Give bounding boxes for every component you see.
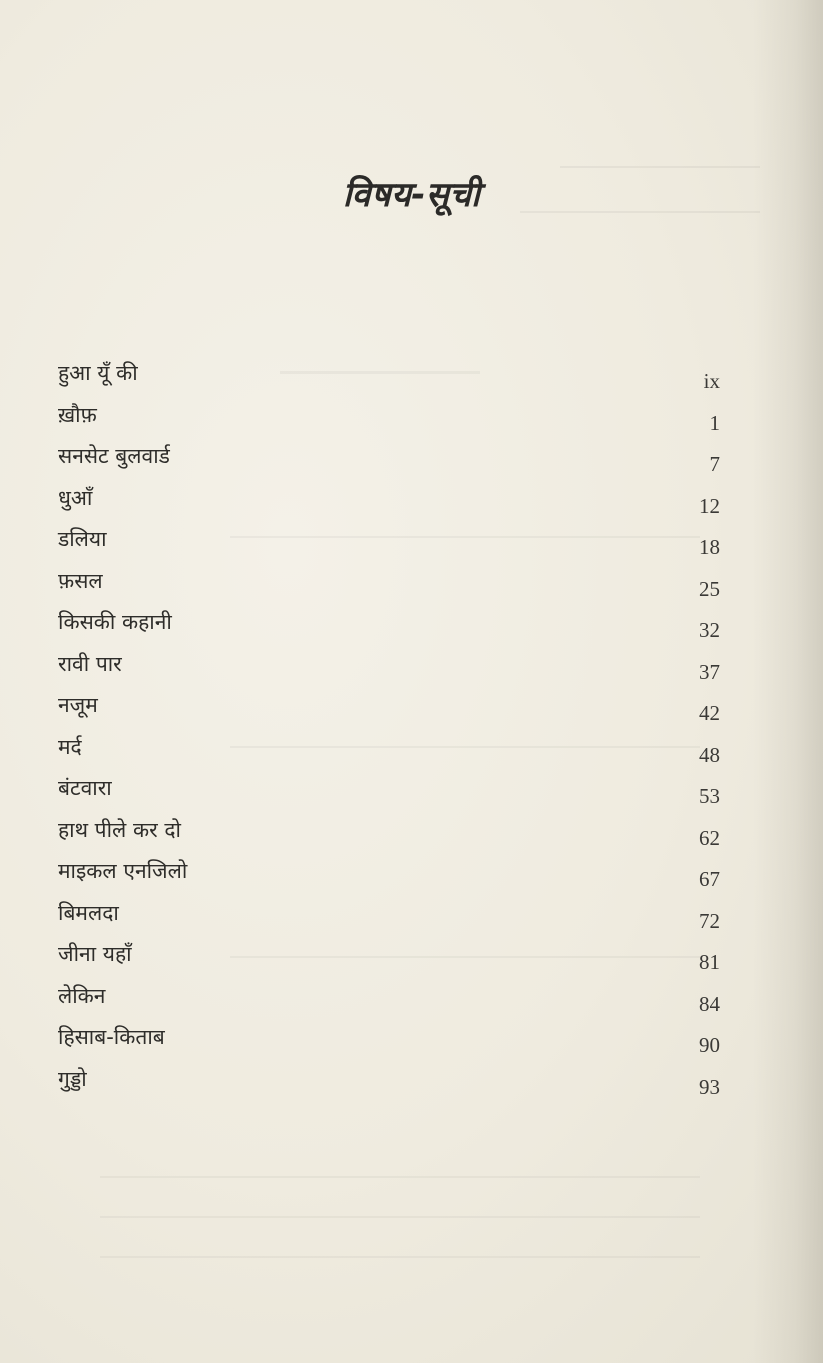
- toc-entry-title: माइकल एनजिलो: [58, 859, 188, 883]
- toc-entry-title: मर्द: [58, 734, 82, 759]
- toc-entry-page-number: 53: [699, 784, 720, 808]
- show-through-texture: [100, 1200, 700, 1218]
- toc-entry-title: गुड्डो: [58, 1066, 87, 1091]
- toc-entry: [58, 939, 720, 981]
- toc-entry: [58, 981, 720, 1023]
- toc-entry: [58, 483, 720, 525]
- toc-entry: [58, 607, 720, 649]
- toc-entry-title: हाथ पीले कर दो: [58, 817, 181, 842]
- toc-entry: [58, 441, 720, 483]
- toc-entry: [58, 524, 720, 566]
- toc-entry: [58, 566, 720, 608]
- toc-entry-page-number: 81: [699, 950, 720, 974]
- toc-entry-title: बिमलदा: [58, 900, 119, 925]
- show-through-texture: [100, 1160, 700, 1178]
- toc-entry-title: धुआँ: [58, 485, 93, 510]
- toc-entry-title: नजूम: [58, 693, 98, 717]
- toc-entry: [58, 856, 720, 898]
- toc-entry: [58, 898, 720, 940]
- toc-entry-title: लेकिन: [58, 983, 106, 1008]
- toc-entry-page-number: 90: [699, 1033, 720, 1057]
- page-title: विषय-सूची: [342, 175, 481, 215]
- toc-entry-page-number: 72: [699, 908, 720, 933]
- toc-entry-page-number: 32: [699, 618, 720, 642]
- toc-entry-page-number: 84: [699, 991, 720, 1016]
- toc-entry-page-number: 12: [699, 493, 720, 518]
- table-of-contents: [58, 358, 720, 1105]
- toc-entry-page-number: 1: [709, 410, 720, 435]
- toc-entry-page-number: 67: [699, 867, 720, 891]
- toc-entry-title: हुआ यूँ की: [58, 361, 138, 385]
- toc-entry-page-number: 25: [699, 576, 720, 601]
- toc-entry-page-number: 42: [699, 701, 720, 725]
- show-through-texture: [560, 150, 760, 168]
- toc-entry-page-number: 7: [709, 452, 720, 476]
- toc-entry-title: किसकी कहानी: [58, 610, 172, 634]
- toc-entry-page-number: 62: [699, 825, 720, 850]
- toc-entry-title: ख़ौफ़: [58, 402, 97, 427]
- show-through-texture: [100, 1240, 700, 1258]
- toc-entry-title: बंटवारा: [58, 776, 112, 800]
- toc-entry-title: हिसाब-किताब: [58, 1025, 165, 1049]
- toc-entry: [58, 1022, 720, 1064]
- toc-entry-page-number: 48: [699, 742, 720, 767]
- toc-entry: [58, 815, 720, 857]
- toc-entry-title: फ़सल: [58, 568, 103, 593]
- toc-entry-title: सनसेट बुलवार्ड: [58, 444, 170, 468]
- toc-entry-page-number: 37: [699, 659, 720, 684]
- toc-entry-page-number: 18: [699, 535, 720, 559]
- toc-entry-title: रावी पार: [58, 651, 122, 676]
- toc-entry: [58, 400, 720, 442]
- toc-entry-page-number: 93: [699, 1074, 720, 1099]
- toc-entry: [58, 773, 720, 815]
- toc-entry-page-number: ix: [703, 369, 720, 393]
- toc-entry-title: जीना यहाँ: [58, 942, 132, 966]
- toc-entry: [58, 649, 720, 691]
- toc-entry-title: डलिया: [58, 527, 107, 551]
- toc-entry: [58, 358, 720, 400]
- toc-entry: [58, 690, 720, 732]
- toc-entry: [58, 1064, 720, 1106]
- toc-entry: [58, 732, 720, 774]
